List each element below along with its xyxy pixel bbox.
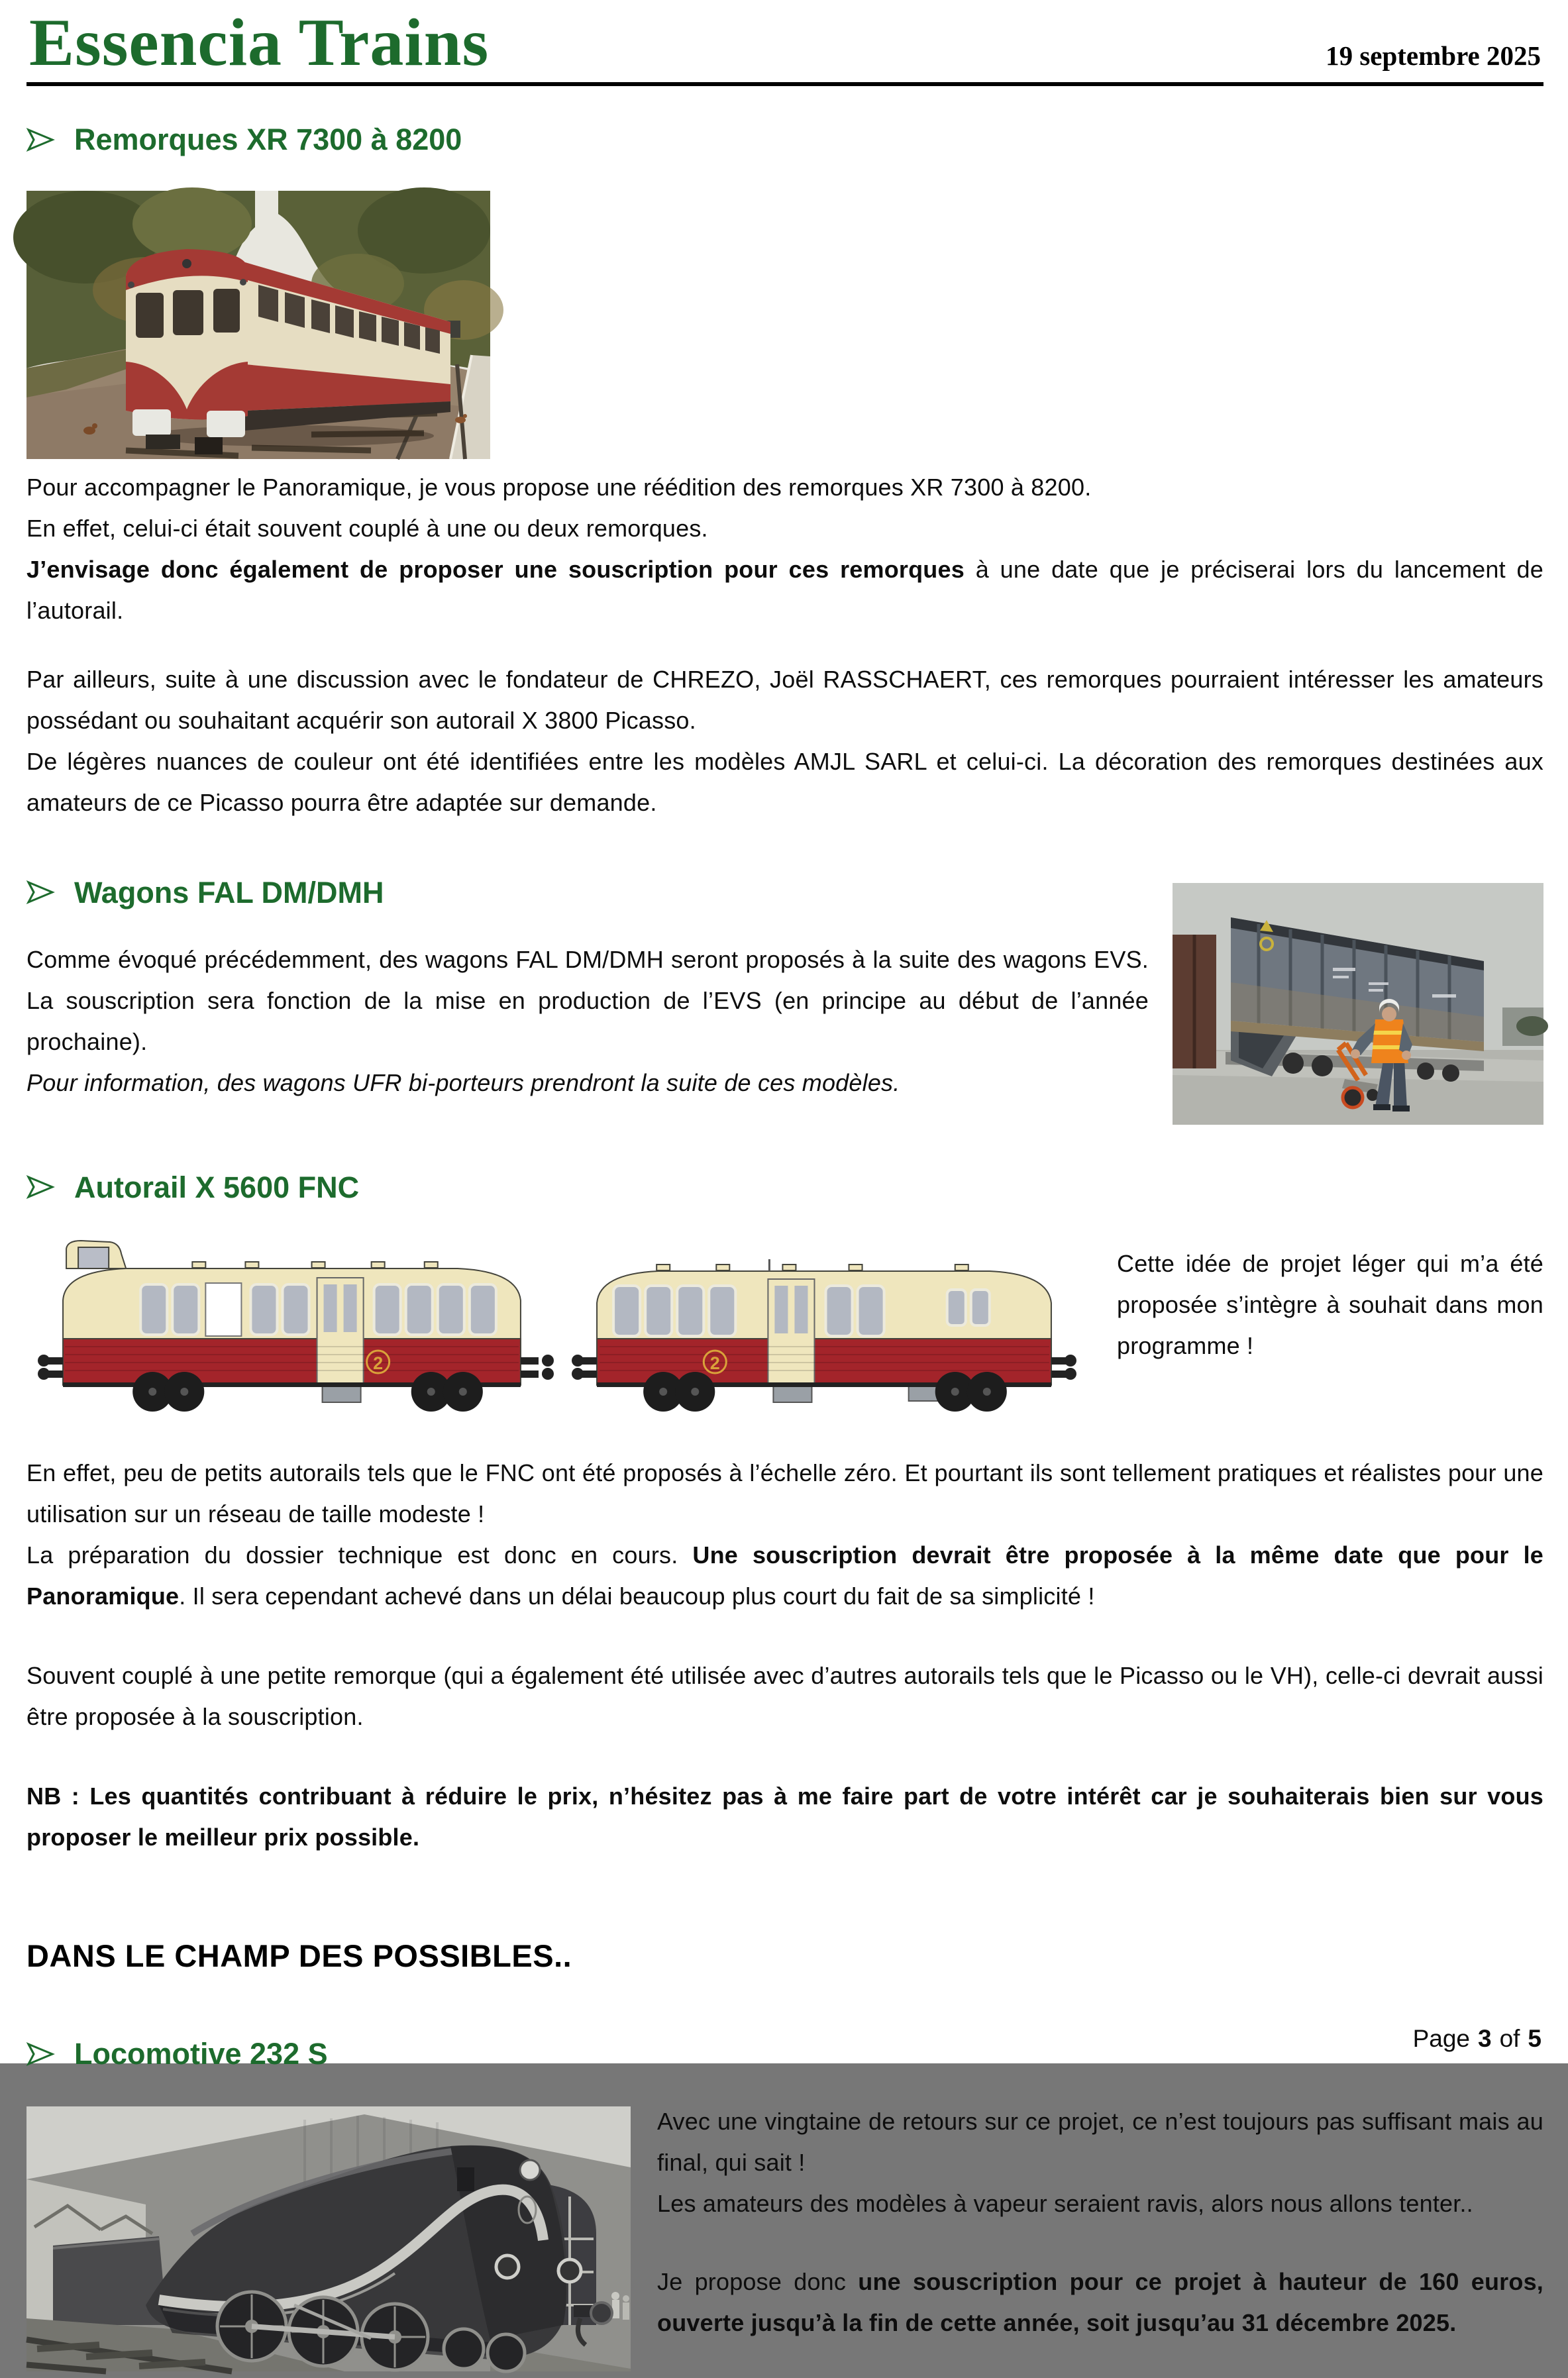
- issue-date: 19 septembre 2025: [1326, 40, 1541, 71]
- svg-text:2: 2: [373, 1353, 384, 1374]
- fal-wagon-photo: [1173, 883, 1543, 1125]
- arrow-bullet-icon: [26, 880, 54, 905]
- total-pages: 5: [1528, 2025, 1542, 2052]
- text-run: . Il sera cependant achevé dans un délai beaucoup plus court du fait de sa simplicité !: [179, 1582, 1095, 1610]
- text-run: Souvent couplé à une petite remorque (qui a également été utilisée avec d’autres autorails tels que le Picasso ou le VH), celle-ci devrait aussi être proposée à la souscription.: [26, 1662, 1543, 1731]
- text-run-bold: Une souscription devrait être proposée à la même date que pour le Panoramique: [26, 1541, 1543, 1610]
- text-run: Les amateurs des modèles à vapeur seraient ravis, alors nous allons tenter..: [657, 2189, 1473, 2217]
- page-label: Page: [1412, 2025, 1470, 2052]
- section-heading-locomotive: [26, 2038, 1543, 2071]
- remorques-paragraph-2: [26, 659, 1543, 823]
- of-label: of: [1499, 2025, 1520, 2052]
- text-run: à une date que je préciserai lors du lancement de l’autorail.: [26, 555, 1543, 624]
- section-remorques: [26, 187, 1543, 823]
- section-wagons: [26, 876, 1543, 1134]
- arrow-bullet-icon: [26, 2042, 54, 2067]
- text-run-bold: NB : Les quantités contribuant à réduire le prix, n’hésitez pas à me faire part de votre intérêt car je souhaiterais bien sur vous proposer le meilleur prix possible.: [26, 1783, 1543, 1851]
- section-heading-wagons: [26, 876, 1149, 909]
- autorail-paragraph-2: [26, 1655, 1543, 1737]
- autorail-nb-paragraph: [26, 1776, 1543, 1858]
- page-number: 3: [1477, 2025, 1492, 2052]
- text-run: Je propose donc: [657, 2267, 859, 2295]
- section-heading-remorques: [26, 123, 1543, 156]
- section-heading-label: Autorail X 5600 FNC: [74, 1170, 360, 1204]
- text-run: Comme évoqué précédemment, des wagons FAL DM/DMH seront proposés à la suite des wagons EVS. La souscription sera fonction de la mise en production de l’EVS (en principe au début de l’année prochaine).: [26, 946, 1149, 1056]
- newsletter-title: Essencia Trains: [29, 5, 490, 80]
- text-run: Avec une vingtaine de retours sur ce projet, ce n’est toujours pas suffisant mais au final, qui sait !: [657, 2107, 1543, 2176]
- remorque-xr-photo: [26, 191, 490, 459]
- text-run: Cette idée de projet léger qui m’a été proposée s’intègre à souhait dans mon programme !: [1117, 1250, 1543, 1360]
- section-heading-label: Wagons FAL DM/DMH: [74, 875, 384, 909]
- section-heading-label: Remorques XR 7300 à 8200: [74, 123, 462, 157]
- locomotive-photo: [26, 2106, 631, 2371]
- text-run-bold: J’envisage donc également de proposer une souscription pour ces remorques: [26, 555, 965, 583]
- section-heading-autorail: [26, 1171, 1543, 1204]
- possibles-heading: DANS LE CHAMP DES POSSIBLES..: [26, 1938, 572, 1974]
- text-run: Par ailleurs, suite à une discussion avec le fondateur de CHREZO, Joël RASSCHAERT, ces remorques pourraient intéresser les amateurs possédant ou souhaitant acquérir son autorail X 3800 Picasso.: [26, 665, 1543, 734]
- section-locomotive: [26, 2101, 1543, 2378]
- arrow-bullet-icon: [26, 1174, 54, 1200]
- section-autorail: [26, 1234, 1543, 1858]
- header: [26, 0, 1543, 86]
- autorail-paragraph-1: [26, 1453, 1543, 1617]
- text-run: La préparation du dossier technique est donc en cours.: [26, 1541, 693, 1569]
- page-number-footer: [1413, 2025, 1542, 2053]
- autorail-illustration: [26, 1239, 1094, 1417]
- text-run: De légères nuances de couleur ont été identifiées entre les modèles AMJL SARL et celui-ci. La décoration des remorques destinées aux amateurs de ce Picasso pourra être adaptée sur demande.: [26, 747, 1543, 816]
- arrow-bullet-icon: [26, 127, 54, 152]
- svg-text:2: 2: [709, 1353, 720, 1374]
- text-run: En effet, celui-ci était souvent couplé à une ou deux remorques.: [26, 514, 708, 542]
- section-heading-label: Locomotive 232 S: [74, 2037, 328, 2071]
- text-run-bold: une souscription pour ce projet à hauteur de 160 euros, ouverte jusqu’à la fin de cette année, soit jusqu’au 31 décembre 2025.: [657, 2267, 1543, 2336]
- text-run: En effet, peu de petits autorails tels que le FNC ont été proposés à l’échelle zéro. Et pourtant ils sont tellement pratiques et réalistes pour une utilisation sur un réseau de taille modeste !: [26, 1459, 1543, 1528]
- text-run: Pour accompagner le Panoramique, je vous propose une réédition des remorques XR 7300 à 8200.: [26, 473, 1092, 501]
- text-run-italic: Pour information, des wagons UFR bi-porteurs prendront la suite de ces modèles.: [26, 1069, 900, 1097]
